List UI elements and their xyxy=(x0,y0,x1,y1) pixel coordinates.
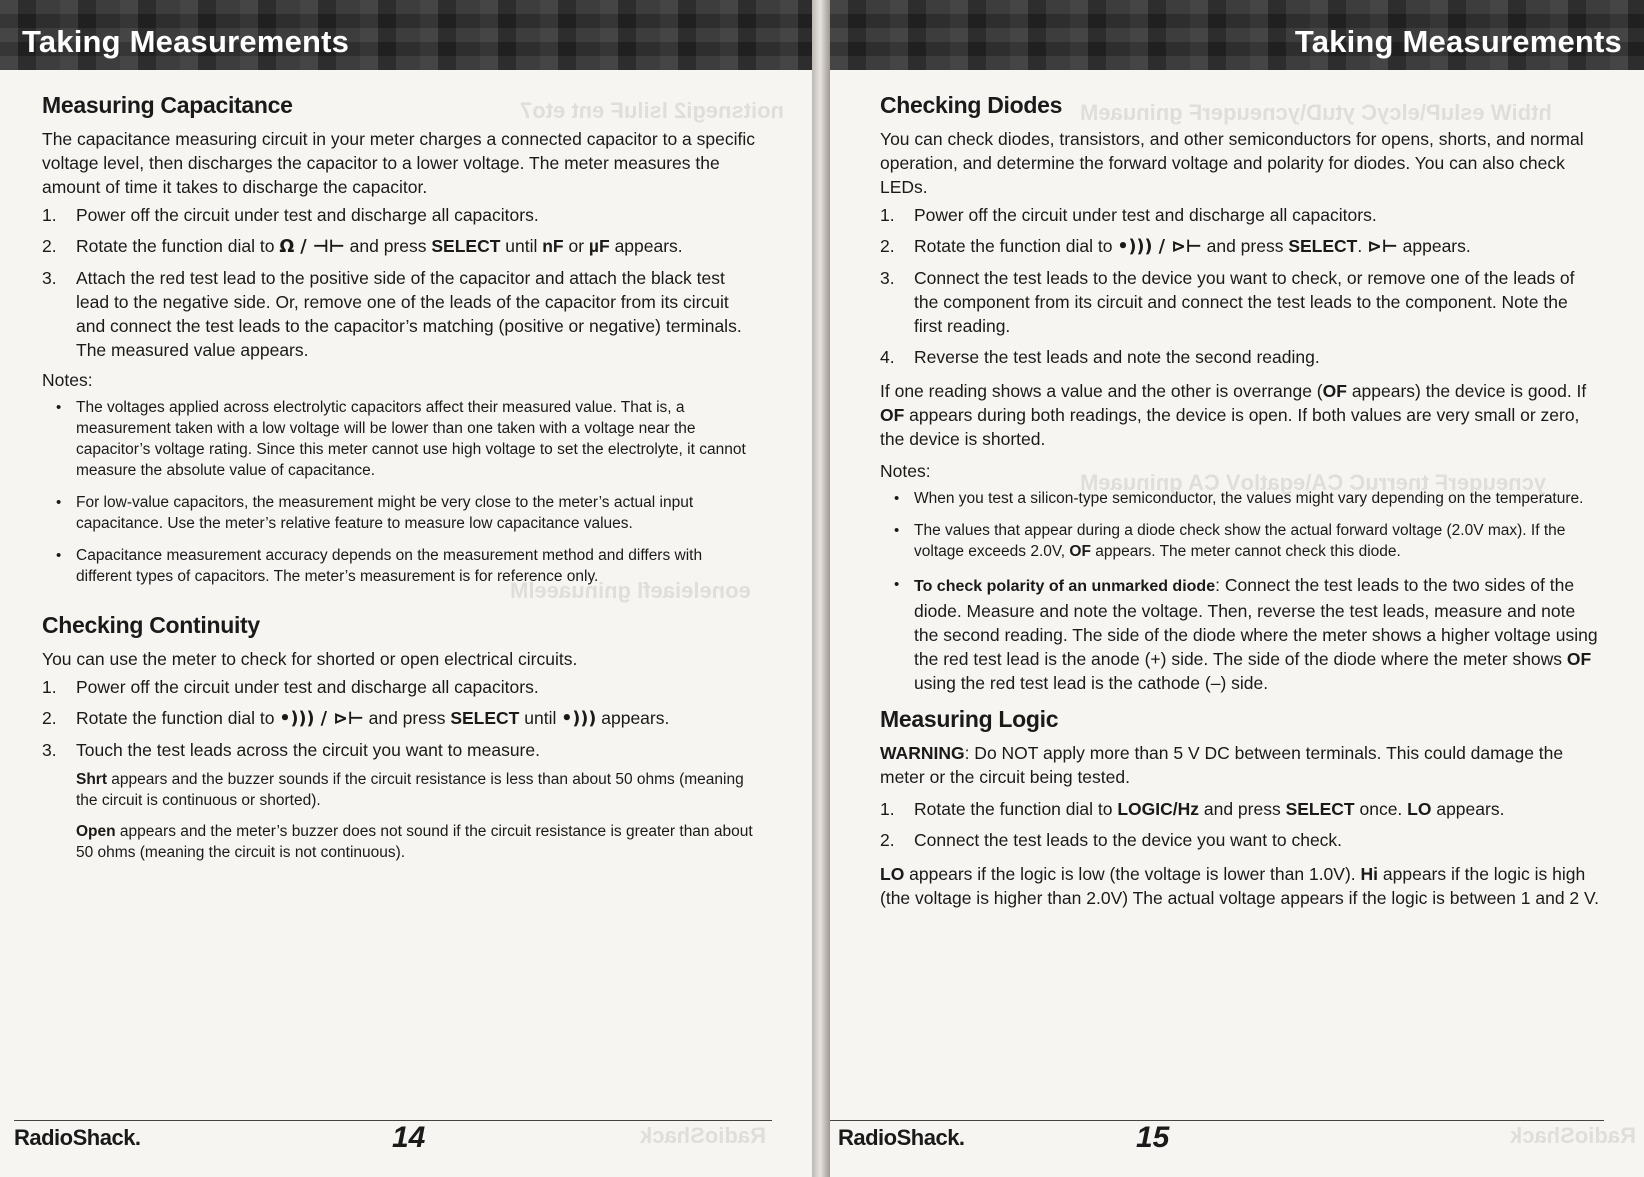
bleed-through-text: htbiW esluP\elcyC ytuD\ycneuqerF gninuaeM xyxy=(1080,100,1552,125)
capacitance-notes xyxy=(42,397,762,587)
diodes-result: If one reading shows a value and the other is overrange (OF appears) the device is good. If OF appears during both readings, the device is open. If both values are very small or zero, the device is shorted. xyxy=(880,381,1587,449)
book-gutter xyxy=(812,0,830,1177)
left-page xyxy=(0,0,812,1177)
logic-warning: WARNING: Do NOT apply more than 5 V DC between terminals. This could damage the meter or the circuit being tested. xyxy=(880,743,1564,787)
right-page-number: 15 xyxy=(1136,1121,1170,1154)
continuity-dial-symbol: •))) / ⊳⊢ xyxy=(279,709,364,729)
right-page xyxy=(830,0,1644,1177)
diodes-notes-label: Notes: xyxy=(880,461,931,481)
diodes-step-4: 4. Reverse the test leads and note the second reading. xyxy=(880,347,1320,367)
diodes-step-2: 2. Rotate the function dial to •))) / ⊳⊢ and press SELECT. ⊳⊢ appears. xyxy=(880,236,1471,257)
logic-title: Measuring Logic xyxy=(880,706,1059,732)
bleed-through-text: RadioShack xyxy=(640,1123,766,1148)
diodes-step-1: 1. Power off the circuit under test and discharge all capacitors. xyxy=(880,205,1377,225)
capacitance-intro: The capacitance measuring circuit in your meter charges a connected capacitor to a specific voltage level, then discharges the capacitor to a lower voltage. The meter measures the amount of time it takes to discharge the capacitor. xyxy=(42,129,755,197)
diodes-note: • The values that appear during a diode check show the actual forward voltage (2.0V max). If the voltage exceeds 2.0V, OF appears. The meter cannot check this diode. xyxy=(880,520,1600,562)
right-banner-title: Taking Measurements xyxy=(1294,24,1622,59)
capacitance-step-3: 3. Attach the red test lead to the positive side of the capacitor and attach the black test lead to the negative side. Or, remove one of the leads of the capacitor from its circuit and connect the test leads to the capacitor’s matching (positive or negative) terminals. The measured value appears. xyxy=(42,268,742,360)
diodes-title: Checking Diodes xyxy=(880,92,1063,118)
diode-dial-symbol: •))) / ⊳⊢ xyxy=(1117,237,1202,257)
continuity-step-1: 1. Power off the circuit under test and discharge all capacitors. xyxy=(42,677,539,697)
capacitance-title: Measuring Capacitance xyxy=(42,92,293,118)
continuity-step-3: 3. Touch the test leads across the circuit you want to measure. xyxy=(42,740,540,760)
bleed-through-text: ycneuqerF tnerruC CA\egatloV CA gninuaeM xyxy=(1080,470,1547,495)
diodes-intro: You can check diodes, transistors, and other semiconductors for opens, shorts, and normal operation, and determine the forward voltage and polarity for diodes. You can also check LEDs. xyxy=(880,129,1584,197)
diodes-notes xyxy=(880,488,1600,695)
right-banner xyxy=(830,0,1644,70)
open-description: Open appears and the meter’s buzzer does not sound if the circuit resistance is greater than about 50 ohms (meaning the circuit is not continuous). xyxy=(76,823,753,861)
logic-steps xyxy=(880,797,1600,852)
capacitance-step-1: 1. Power off the circuit under test and discharge all capacitors. xyxy=(42,205,539,225)
continuity-steps xyxy=(42,675,762,762)
bleed-through-text: eoneleiaefl gninuaeelM xyxy=(510,578,751,603)
capacitance-note: • For low-value capacitors, the measurement might be very close to the meter’s actual input capacitance. Use the meter’s relative feature to measure low capacitance values. xyxy=(42,492,762,534)
diodes-steps xyxy=(880,203,1600,369)
bleed-through-text: noitsnegi2 lsiluF ent eto7 xyxy=(520,98,785,123)
bleed-through-text: RadioShack xyxy=(1510,1123,1636,1148)
shrt-description: Shrt appears and the buzzer sounds if the circuit resistance is less than about 50 ohms (meaning the circuit is continuous or shorted). xyxy=(76,771,744,809)
capacitance-step-2: 2. Rotate the function dial to Ω / ⊣⊢ and press SELECT until nF or µF appears. xyxy=(42,236,683,257)
diodes-note: • To check polarity of an unmarked diode: Connect the test leads to the two sides of the diode. Measure and note the voltage. Then, reverse the test leads, measure and note the second reading. The side of the diode where the meter shows a higher voltage using the red test lead is the anode (+) side. The side of the diode where the meter shows OF using the red test lead is the cathode (–) side. xyxy=(880,573,1600,695)
capacitance-dial-symbol: Ω / ⊣⊢ xyxy=(279,237,345,257)
logic-step-2: 2. Connect the test leads to the device you want to check. xyxy=(880,830,1343,850)
left-banner xyxy=(0,0,812,70)
diodes-step-3: 3. Connect the test leads to the device you want to check, or remove one of the leads of the component from its circuit and connect the test leads to the component. Note the first reading. xyxy=(880,268,1575,336)
continuity-intro: You can use the meter to check for shorted or open electrical circuits. xyxy=(42,649,578,669)
logic-step-1: 1. Rotate the function dial to LOGIC/Hz and press SELECT once. LO appears. xyxy=(880,799,1505,819)
right-content xyxy=(880,92,1600,910)
diodes-note: • When you test a silicon-type semiconductor, the values might vary depending on the temperature. xyxy=(880,488,1600,509)
right-footer-rule xyxy=(830,1120,1604,1121)
logic-result: LO appears if the logic is low (the voltage is lower than 1.0V). Hi appears if the logic is high (the voltage is higher than 2.0V) The actual voltage appears if the logic is between 1 and 2 V. xyxy=(880,864,1599,908)
diode-icon: ⊳⊢ xyxy=(1367,237,1398,257)
right-brand-logo: RadioShack. xyxy=(838,1125,965,1150)
continuity-step-2: 2. Rotate the function dial to •))) / ⊳⊢ and press SELECT until •))) appears. xyxy=(42,708,670,729)
capacitance-notes-label: Notes: xyxy=(42,370,93,390)
left-banner-title: Taking Measurements xyxy=(22,24,350,59)
capacitance-steps xyxy=(42,203,762,362)
left-page-number: 14 xyxy=(392,1121,426,1154)
left-brand-logo: RadioShack. xyxy=(14,1125,141,1150)
continuity-title: Checking Continuity xyxy=(42,612,260,638)
left-content xyxy=(42,92,762,873)
capacitance-note: • The voltages applied across electrolytic capacitors affect their measured value. That is, a measurement taken with a low voltage will be lower than one taken with a voltage near the capacitor’s voltage rating. Since this meter cannot use high voltage to set the electrolyte, it cannot measure the absolute value of capacitance. xyxy=(42,397,762,481)
buzzer-icon: •))) xyxy=(561,709,597,729)
capacitance-note: • Capacitance measurement accuracy depends on the measurement method and differs with different types of capacitors. The meter’s measurement is for reference only. xyxy=(42,545,762,587)
